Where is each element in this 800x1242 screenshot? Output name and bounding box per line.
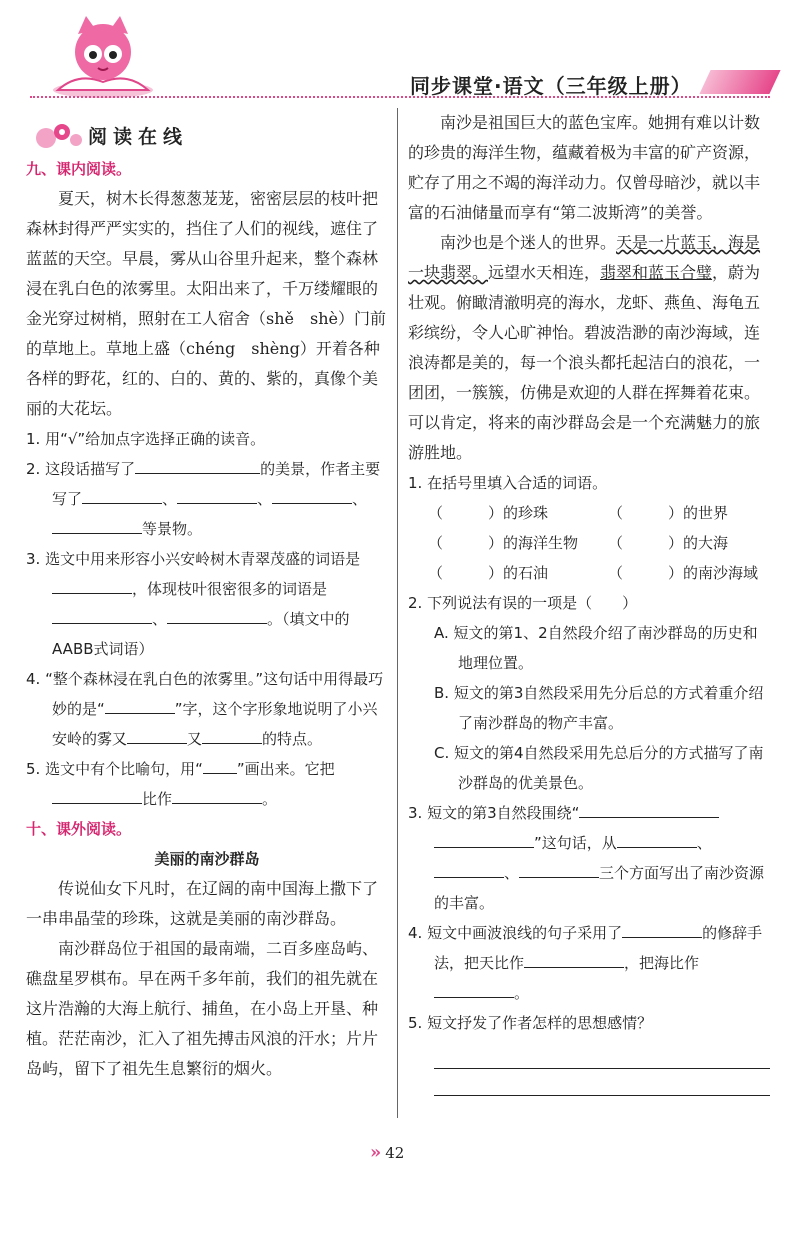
answer-blank[interactable]	[172, 785, 262, 804]
header-decoration	[699, 70, 780, 94]
answer-blank[interactable]	[524, 949, 624, 968]
question-2: 2. 这段话描写了 的美景，作者主要写了 、 、 、等景物。	[26, 454, 388, 544]
answer-line[interactable]	[434, 1069, 770, 1096]
answer-blank[interactable]	[434, 979, 514, 998]
answer-blank[interactable]	[272, 485, 352, 504]
fill-row	[408, 528, 770, 558]
article-title: 美丽的南沙群岛	[154, 850, 260, 868]
question-4: 4. 短文中画波浪线的句子采用了 的修辞手法，把天比作 ，把海比作。	[408, 918, 770, 1008]
double-chevron-icon: »	[370, 1142, 382, 1163]
question-1: 1. 用“√”给加点字选择正确的读音。	[26, 430, 266, 448]
underlined-phrase: 翡翠和蓝玉合璧	[600, 263, 713, 282]
question-3: 3. 短文的第3自然段围绕“”这句话，从 、、 三个方面写出了南沙资源的丰富。	[408, 798, 770, 918]
flower-icon	[32, 112, 88, 154]
answer-blank[interactable]	[82, 485, 162, 504]
answer-blank[interactable]	[52, 785, 142, 804]
fill-grid	[408, 498, 770, 588]
answer-blank[interactable]	[617, 829, 697, 848]
header-title: 同步课堂·语文（三年级上册）	[410, 74, 692, 98]
fill-item[interactable]: （ ）的大海	[608, 534, 729, 552]
answer-blank[interactable]	[105, 695, 175, 714]
wavy-underlined-sentence: 天是一片蓝玉，海是一块翡翠。	[408, 233, 761, 282]
fill-item[interactable]: （ ）的石油	[428, 564, 549, 582]
fill-row	[408, 498, 770, 528]
left-column	[26, 108, 388, 1084]
fill-item[interactable]: （ ）的南沙海域	[608, 564, 759, 582]
header-divider	[30, 96, 770, 98]
section-banner	[26, 108, 388, 154]
question-1: 1. 在括号里填入合适的词语。	[408, 474, 608, 492]
right-column	[408, 108, 770, 1096]
answer-blank[interactable]	[52, 605, 152, 624]
mascot-logo	[48, 12, 158, 100]
question-3: 3. 选文中用来形容小兴安岭树木青翠茂盛的词语是，体现枝叶很密很多的词语是、 。（填文中的AABB式词语）	[26, 550, 361, 658]
answer-blank[interactable]	[167, 605, 267, 624]
question-5: 5. 选文中有个比喻句，用“ ”画出来。它把比作 。	[26, 754, 388, 814]
answer-line[interactable]	[434, 1042, 770, 1069]
question-5: 5. 短文抒发了作者怎样的思想感情？	[408, 1014, 653, 1032]
column-divider	[397, 108, 398, 1118]
fill-item[interactable]: （ ）的珍珠	[428, 504, 549, 522]
option-a[interactable]: A. 短文的第1、2自然段介绍了南沙群岛的历史和地理位置。	[434, 624, 758, 672]
section-10-heading: 十、课外阅读。	[26, 820, 132, 838]
underline-sample	[203, 755, 237, 774]
passage-paragraph: 南沙是祖国巨大的蓝色宝库。她拥有难以计数的珍贵的海洋生物，蕴藏着极为丰富的矿产资源，贮存了用之不竭的海洋动力。仅曾母暗沙，就以丰富的石油储量而享有“第二波斯湾”的美誉。	[408, 113, 761, 222]
answer-blank[interactable]	[52, 515, 142, 534]
answer-blank[interactable]	[52, 575, 132, 594]
answer-blank[interactable]	[202, 725, 262, 744]
passage-paragraph: 夏天，树木长得葱葱茏茏，密密层层的枝叶把森林封得严严实实的，挡住了人们的视线，遮住了蓝蓝的天空。早晨，雾从山谷里升起来，整个森林浸在乳白色的浓雾里。太阳出来了，千万缕耀眼的金光穿过树梢，照射在工人宿舍（shě shè）门前的草地上。草地上盛（chéng shèng）开着各种各样的野花，红的、白的、黄的、紫的，真像个美丽的大花坛。	[26, 189, 386, 418]
fill-item[interactable]: （ ）的世界	[608, 504, 729, 522]
passage-paragraph: 南沙也是个迷人的世界。天是一片蓝玉，海是一块翡翠。远望水天相连，翡翠和蓝玉合璧，蔚为壮观。俯瞰清澈明亮的海水，龙虾、燕鱼、海龟五彩缤纷，令人心旷神怡。碧波浩渺的南沙海域，连浪涛都是美的，每一个浪头都托起洁白的浪花，一团团，一簇簇，仿佛是欢迎的人群在挥舞着花束。可以肯定，将来的南沙群岛会是一个充满魅力的旅游胜地。	[408, 233, 761, 462]
question-4: 4. “整个森林浸在乳白色的浓雾里。”这句话中用得最巧妙的是“ ”字，这个字形象地说明了小兴安岭的雾又 又 的特点。	[26, 670, 384, 748]
answer-blank[interactable]	[135, 455, 260, 474]
answer-blank[interactable]	[519, 859, 599, 878]
option-c[interactable]: C. 短文的第4自然段采用先总后分的方式描写了南沙群岛的优美景色。	[434, 744, 764, 792]
answer-blank[interactable]	[579, 799, 719, 818]
question-2: 2. 下列说法有误的一项是（ ）	[408, 594, 638, 612]
answer-blank[interactable]	[434, 829, 534, 848]
answer-blank[interactable]	[127, 725, 187, 744]
section-9-heading: 九、课内阅读。	[26, 160, 132, 178]
answer-blank[interactable]	[622, 919, 702, 938]
option-b[interactable]: B. 短文的第3自然段采用先分后总的方式着重介绍了南沙群岛的物产丰富。	[434, 684, 764, 732]
page-number: » 42	[370, 1142, 405, 1163]
answer-blank[interactable]	[434, 859, 504, 878]
banner-title: 阅读在线	[88, 126, 189, 148]
answer-lines	[408, 1042, 770, 1096]
fill-row	[408, 558, 770, 588]
answer-blank[interactable]	[177, 485, 257, 504]
fill-item[interactable]: （ ）的海洋生物	[428, 534, 579, 552]
passage-paragraph: 南沙群岛位于祖国的最南端，二百多座岛屿、礁盘星罗棋布。早在两千多年前，我们的祖先就在这片浩瀚的大海上航行、捕鱼，在小岛上开垦、种植。茫茫南沙，汇入了祖先搏击风浪的汗水；片片岛屿，留下了祖先生息繁衍的烟火。	[26, 939, 379, 1078]
passage-paragraph: 传说仙女下凡时，在辽阔的南中国海上撒下了一串串晶莹的珍珠，这就是美丽的南沙群岛。	[26, 879, 379, 928]
